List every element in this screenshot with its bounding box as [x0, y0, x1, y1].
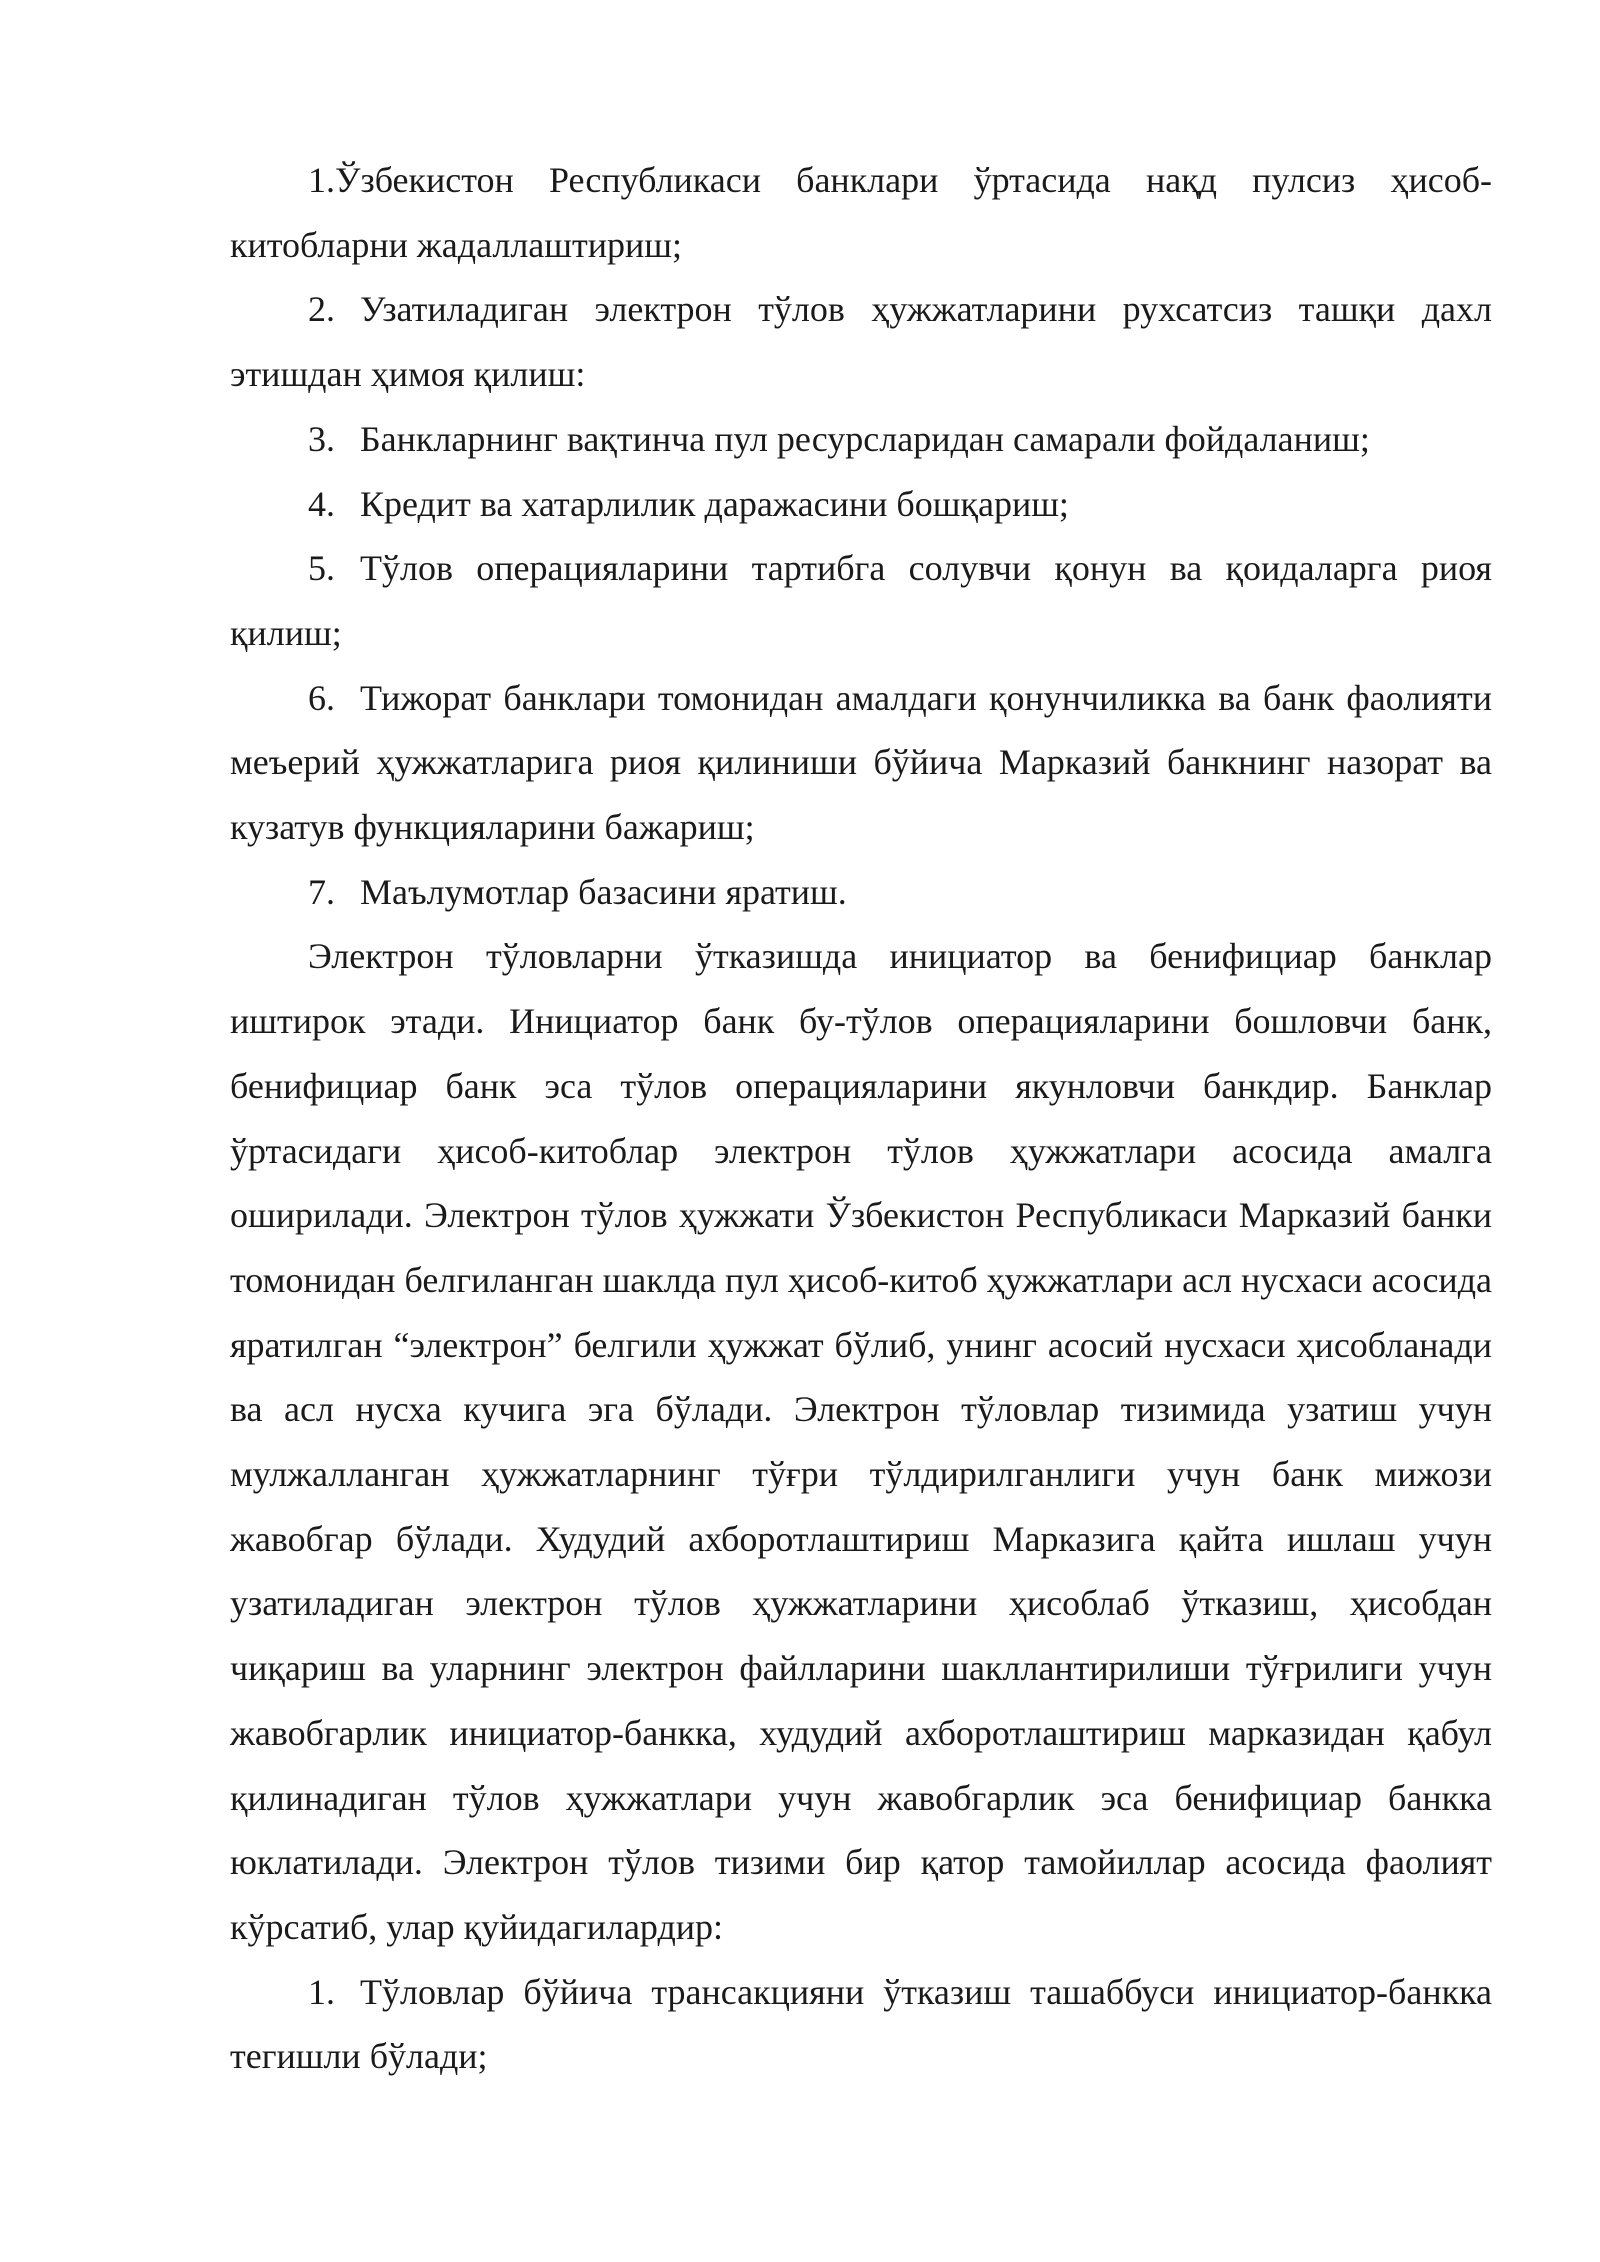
list-item-number: 4. [308, 483, 335, 524]
document-page [230, 148, 1492, 2089]
list-item-2 [230, 277, 1492, 406]
list-item-number: 5. [308, 548, 335, 589]
list-item-number: 3. [308, 418, 335, 459]
list-item-number: 2. [308, 289, 335, 330]
list-item-text: Узатиладиган электрон тўлов ҳужжатларини рухсатсиз ташқи дахл этишдан ҳимоя қилиш: [230, 289, 1492, 395]
list-item-number: 1. [308, 160, 335, 200]
list-item-number: 7. [308, 871, 335, 912]
list-item-6 [230, 666, 1492, 860]
list-item-text: Маълумотлар базасини яратиш. [360, 871, 847, 912]
list-item-text: Тўловлар бўйича трансакцияни ўтказиш ташаббуси инициатор-банкка тегишли бўлади; [230, 1971, 1492, 2077]
principle-item-1 [230, 1960, 1492, 2089]
list-item-text: Тижорат банклари томонидан амалдаги қонунчиликка ва банк фаолияти меъерий ҳужжатларига риоя қилиниши бўйича Марказий банкнинг назорат ва кузатув функцияларини бажариш; [230, 677, 1492, 848]
list-item-text: Ўзбекистон Республикаси банклари ўртасида нақд пулсиз ҳисоб-китобларни жадаллаштириш; [230, 160, 1492, 265]
body-paragraph: Электрон тўловларни ўтказишда инициатор ва бенифициар банклар иштирок этади. Инициатор банк бу-тўлов операцияларини бошловчи банк, бенифициар банк эса тўлов операцияларини якунловчи банкдир. Банклар ўртасидаги ҳисоб-китоблар электрон тўлов ҳужжатлари асосида амалга оширилади. Электрон тўлов ҳужжати Ўзбекистон Республикаси Марказий банки томонидан белгиланган шаклда пул ҳисоб-китоб ҳужжатлари асл нусхаси асосида яратилган “электрон” белгили ҳужжат бўлиб, унинг асосий нусхаси ҳисобланади ва асл нусха кучига эга бўлади. Электрон тўловлар тизимида узатиш учун мулжалланган ҳужжатларнинг тўғри тўлдирилганлиги учун банк мижози жавобгар бўлади. Худудий ахборотлаштириш Марказига қайта ишлаш учун узатиладиган электрон тўлов ҳужжатларини ҳисоблаб ўтказиш, ҳисобдан чиқариш ва уларнинг электрон файлларини шакллантирилиши тўғрилиги учун жавобгарлик инициатор-банкка, худудий ахборотлаштириш марказидан қабул қилинадиган тўлов ҳужжатлари учун жавобгарлик эса бенифициар банкка юклатилади. Электрон тўлов тизими бир қатор тамойиллар асосида фаолият кўрсатиб, улар қуйидагилардир: [230, 936, 1492, 1947]
list-item-7 [230, 860, 1492, 925]
list-item-number: 6. [308, 677, 335, 718]
list-item-text: Банкларнинг вақтинча пул ресурсларидан самарали фойдаланиш; [360, 418, 1370, 459]
list-item-4 [230, 472, 1492, 537]
list-item-5 [230, 536, 1492, 665]
list-item-3 [230, 407, 1492, 472]
list-item-1 [230, 148, 1492, 277]
list-item-number: 1. [308, 1971, 335, 2012]
list-item-text: Кредит ва хатарлилик даражасини бошқариш; [360, 483, 1069, 524]
list-item-text: Тўлов операцияларини тартибга солувчи қонун ва қоидаларга риоя қилиш; [230, 548, 1492, 653]
